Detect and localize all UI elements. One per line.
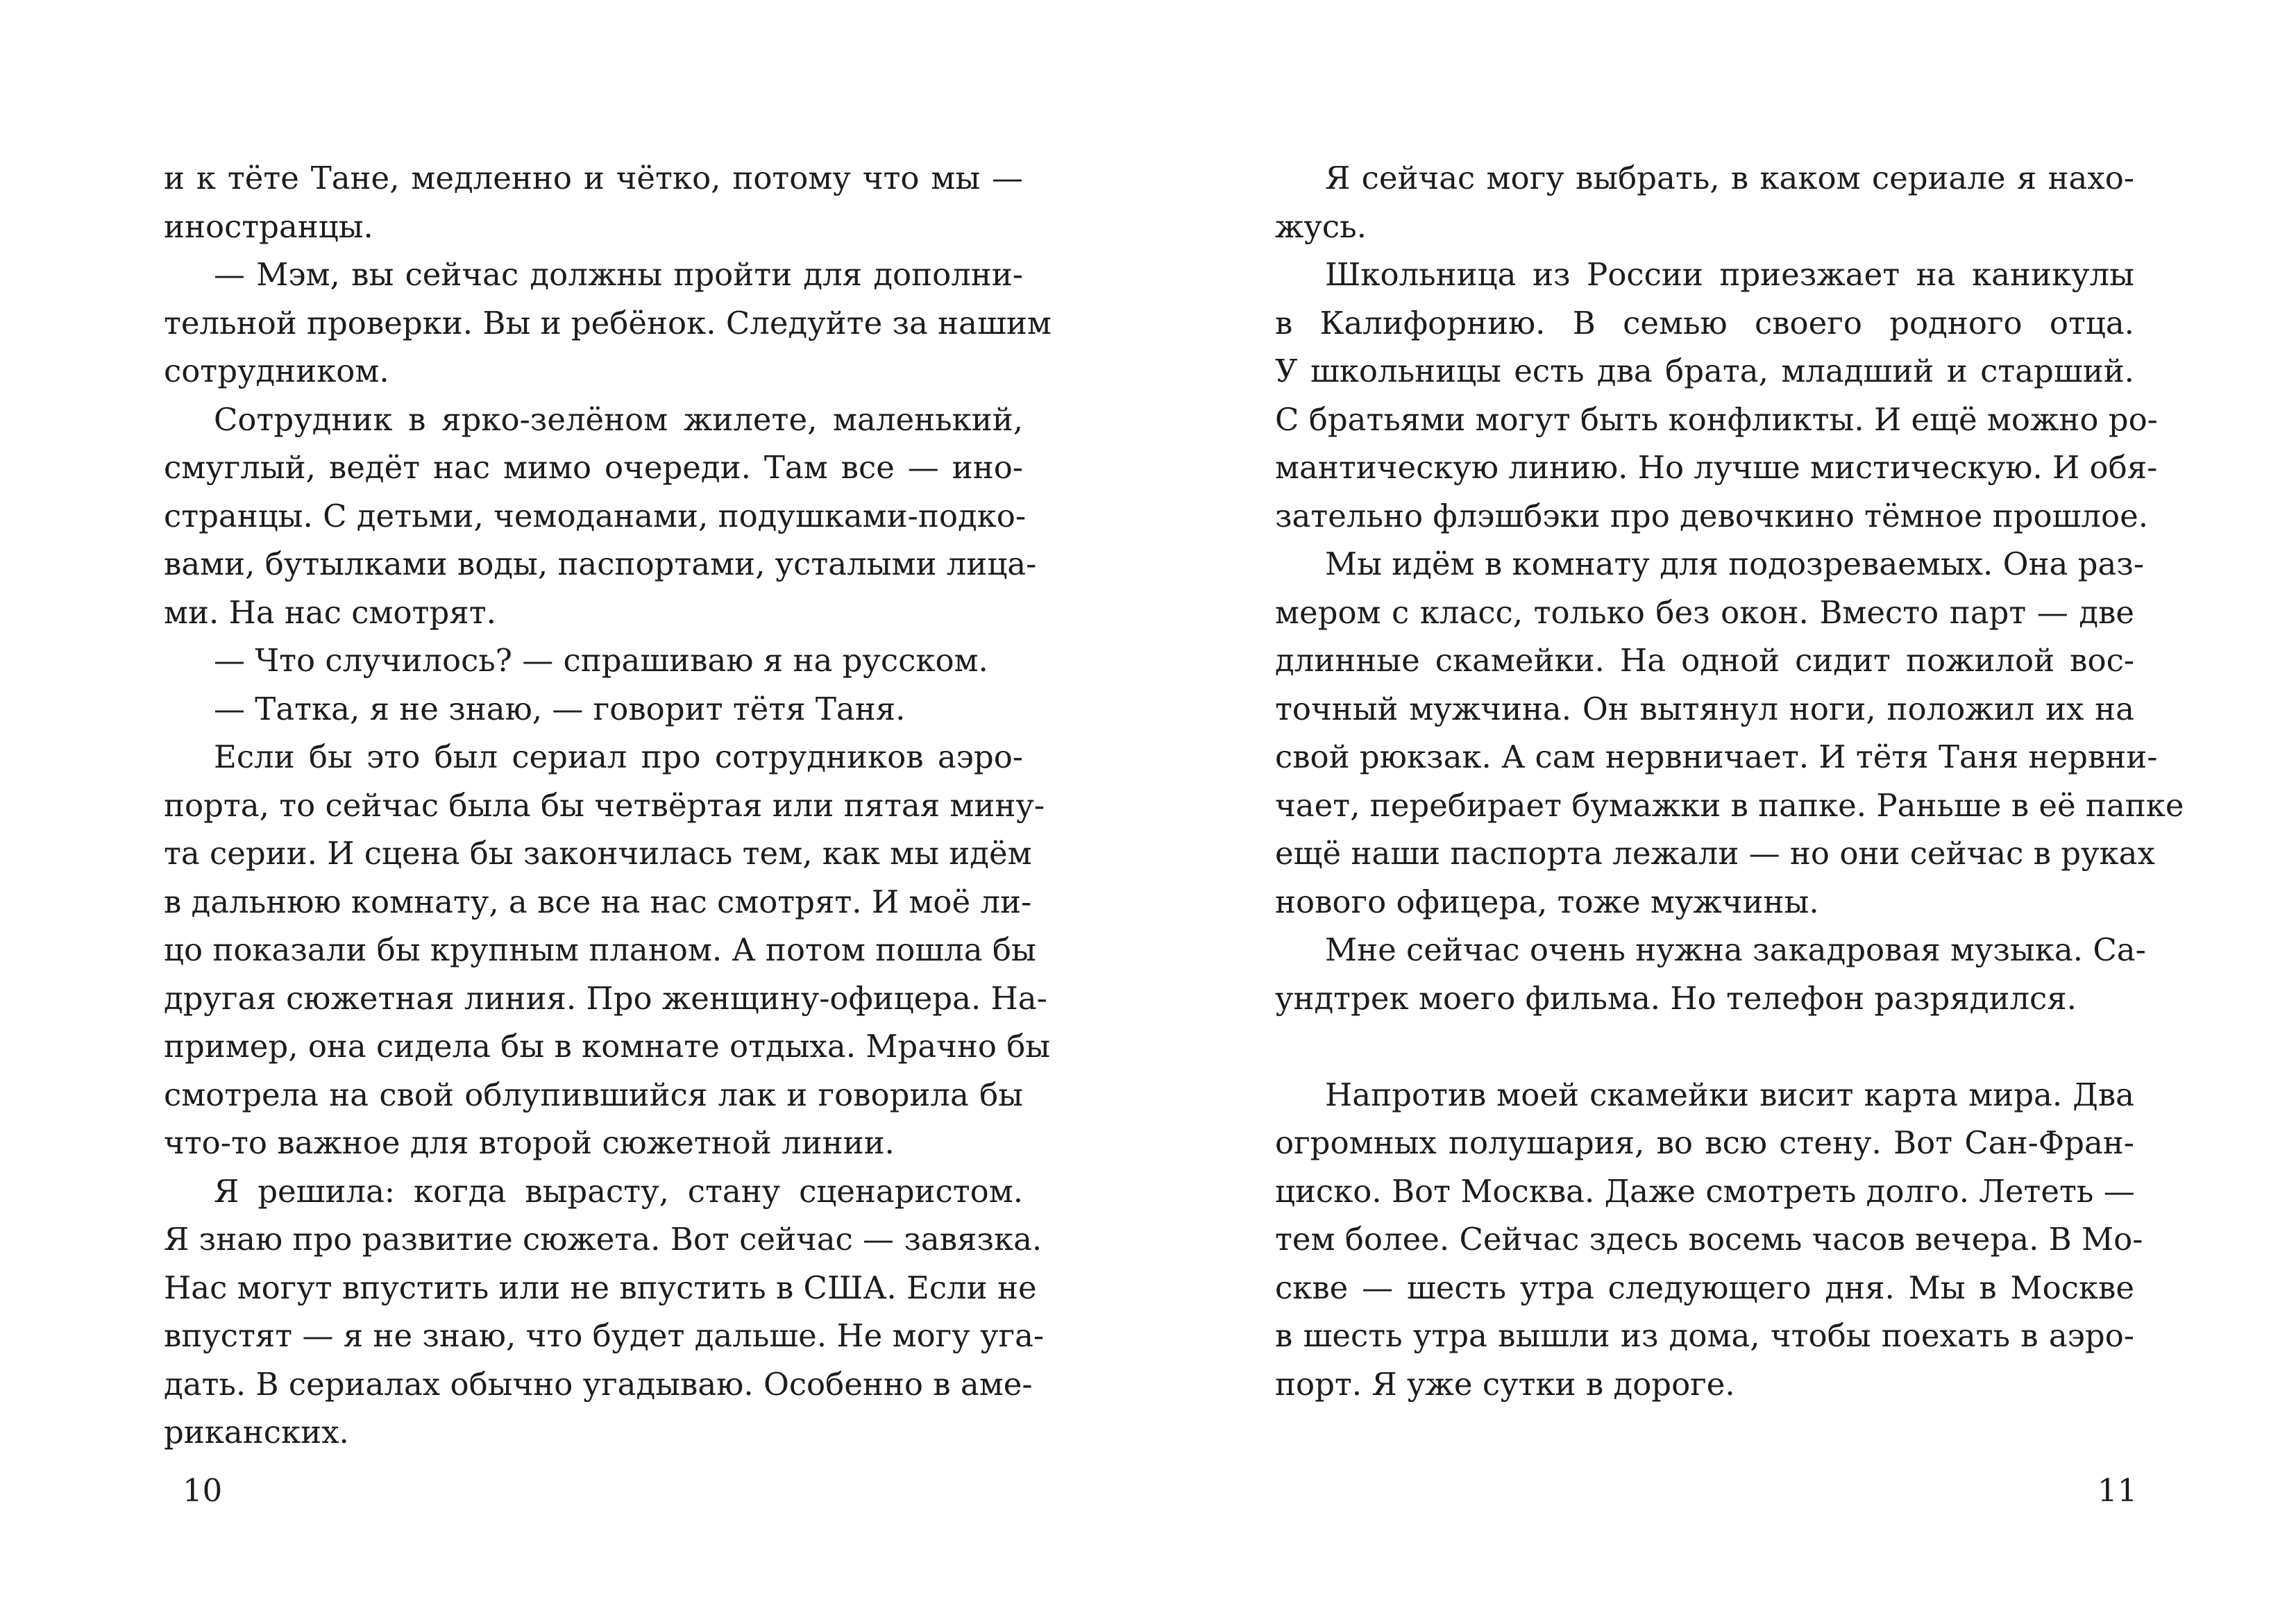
text-line: сотрудником. <box>164 353 389 389</box>
text-line: — Татка, я не знаю, — говорит тётя Таня. <box>214 690 906 727</box>
text-line: зательно флэшбэки про девочкино тёмное прошлое. <box>1275 497 2149 534</box>
text-line: скве — шесть утра следующего дня. Мы в Москве <box>1275 1269 2134 1306</box>
text-line: нового офицера, тоже мужчины. <box>1275 883 1819 920</box>
text-line: огромных полушария, во всю стену. Вот Сан-Фран- <box>1275 1124 2134 1161</box>
text-line: в Калифорнию. В семью своего родного отца. <box>1275 304 2134 341</box>
right-page-text <box>1275 154 2184 1408</box>
left-page-text <box>164 154 1052 1457</box>
text-line: чает, перебирает бумажки в папке. Раньше в её папке <box>1275 786 2184 824</box>
text-line: Я знаю про развитие сюжета. Вот сейчас — завязка. <box>164 1221 1043 1258</box>
text-line: другая сюжетная линия. Про женщину-офицера. На- <box>164 979 1047 1017</box>
text-line: что-то важное для второй сюжетной линии. <box>164 1124 895 1161</box>
text-line: Сотрудник в ярко-зелёном жилете, маленький, <box>214 400 1023 438</box>
text-line: Напротив моей скамейки висит карта мира. Два <box>1325 1076 2134 1113</box>
text-line: риканских. <box>164 1414 349 1451</box>
text-line: Если бы это был сериал про сотрудников аэро- <box>214 738 1023 775</box>
text-line: Я сейчас могу выбрать, в каком сериале я нахо- <box>1325 160 2134 196</box>
text-line: порта, то сейчас была бы четвёртая или пятая мину- <box>164 786 1045 824</box>
text-line: дать. В сериалах обычно угадываю. Особенно в аме- <box>164 1365 1033 1403</box>
text-line: впустят — я не знаю, что будет дальше. Не могу уга- <box>164 1317 1045 1354</box>
text-line: иностранцы. <box>164 208 373 245</box>
text-line: длинные скамейки. На одной сидит пожилой вос- <box>1275 642 2134 679</box>
text-line: ми. На нас смотрят. <box>164 593 496 631</box>
text-line: Школьница из России приезжает на каникулы <box>1325 256 2134 293</box>
text-line: С братьями могут быть конфликты. И ещё можно ро- <box>1275 400 2158 438</box>
text-line: тельной проверки. Вы и ребёнок. Следуйте за нашим <box>164 304 1052 341</box>
text-line: — Что случилось? — спрашиваю я на русском. <box>214 642 988 679</box>
text-line: циско. Вот Москва. Даже смотреть долго. Лететь — <box>1275 1172 2135 1210</box>
right-page <box>1148 0 2296 1615</box>
text-line: мантическую линию. Но лучше мистическую. И обя- <box>1275 449 2158 486</box>
text-line: порт. Я уже сутки в дороге. <box>1275 1365 1735 1403</box>
text-line: вами, бутылками воды, паспортами, усталыми лица- <box>164 546 1037 582</box>
text-line: мером с класс, только без окон. Вместо парт — две <box>1275 593 2134 631</box>
text-line: — Мэм, вы сейчас должны пройти для дополни- <box>214 256 1023 293</box>
text-line: свой рюкзак. А сам нервничает. И тётя Таня нервни- <box>1275 738 2158 775</box>
text-line: и к тёте Тане, медленно и чётко, потому что мы — <box>164 160 1023 196</box>
text-line: ундтрек моего фильма. Но телефон разрядился. <box>1275 979 2077 1017</box>
text-line: смуглый, ведёт нас мимо очереди. Там все — ино- <box>164 449 1023 486</box>
paragraph-gap <box>1275 1022 2134 1071</box>
text-line: Нас могут впустить или не впустить в США. Если не <box>164 1269 1037 1306</box>
text-line: У школьницы есть два брата, младший и старший. <box>1275 353 2134 389</box>
page-number-right: 11 <box>2097 1472 2138 1509</box>
text-line: Мне сейчас очень нужна закадровая музыка. Са- <box>1325 931 2146 968</box>
text-line: Я решила: когда вырасту, стану сценаристом. <box>214 1172 1023 1210</box>
text-line: ещё наши паспорта лежали — но они сейчас в руках <box>1275 835 2155 872</box>
text-line: Мы идём в комнату для подозреваемых. Она раз- <box>1325 546 2145 582</box>
text-line: смотрела на свой облупившийся лак и говорила бы <box>164 1076 1023 1113</box>
text-line: точный мужчина. Он вытянул ноги, положил их на <box>1275 690 2134 727</box>
text-line: тем более. Сейчас здесь восемь часов вечера. В Мо- <box>1275 1221 2143 1258</box>
text-line: та серии. И сцена бы закончилась тем, как мы идём <box>164 835 1032 872</box>
text-line: в шесть утра вышли из дома, чтобы поехать в аэро- <box>1275 1317 2134 1354</box>
text-line: цо показали бы крупным планом. А потом пошла бы <box>164 931 1036 968</box>
page-number-left: 10 <box>183 1472 223 1509</box>
text-line: странцы. С детьми, чемоданами, подушками-подко- <box>164 497 1027 534</box>
text-line: пример, она сидела бы в комнате отдыха. Мрачно бы <box>164 1028 1051 1065</box>
text-line: в дальнюю комнату, а все на нас смотрят. И моё ли- <box>164 883 1032 920</box>
text-line: жусь. <box>1275 208 1367 245</box>
